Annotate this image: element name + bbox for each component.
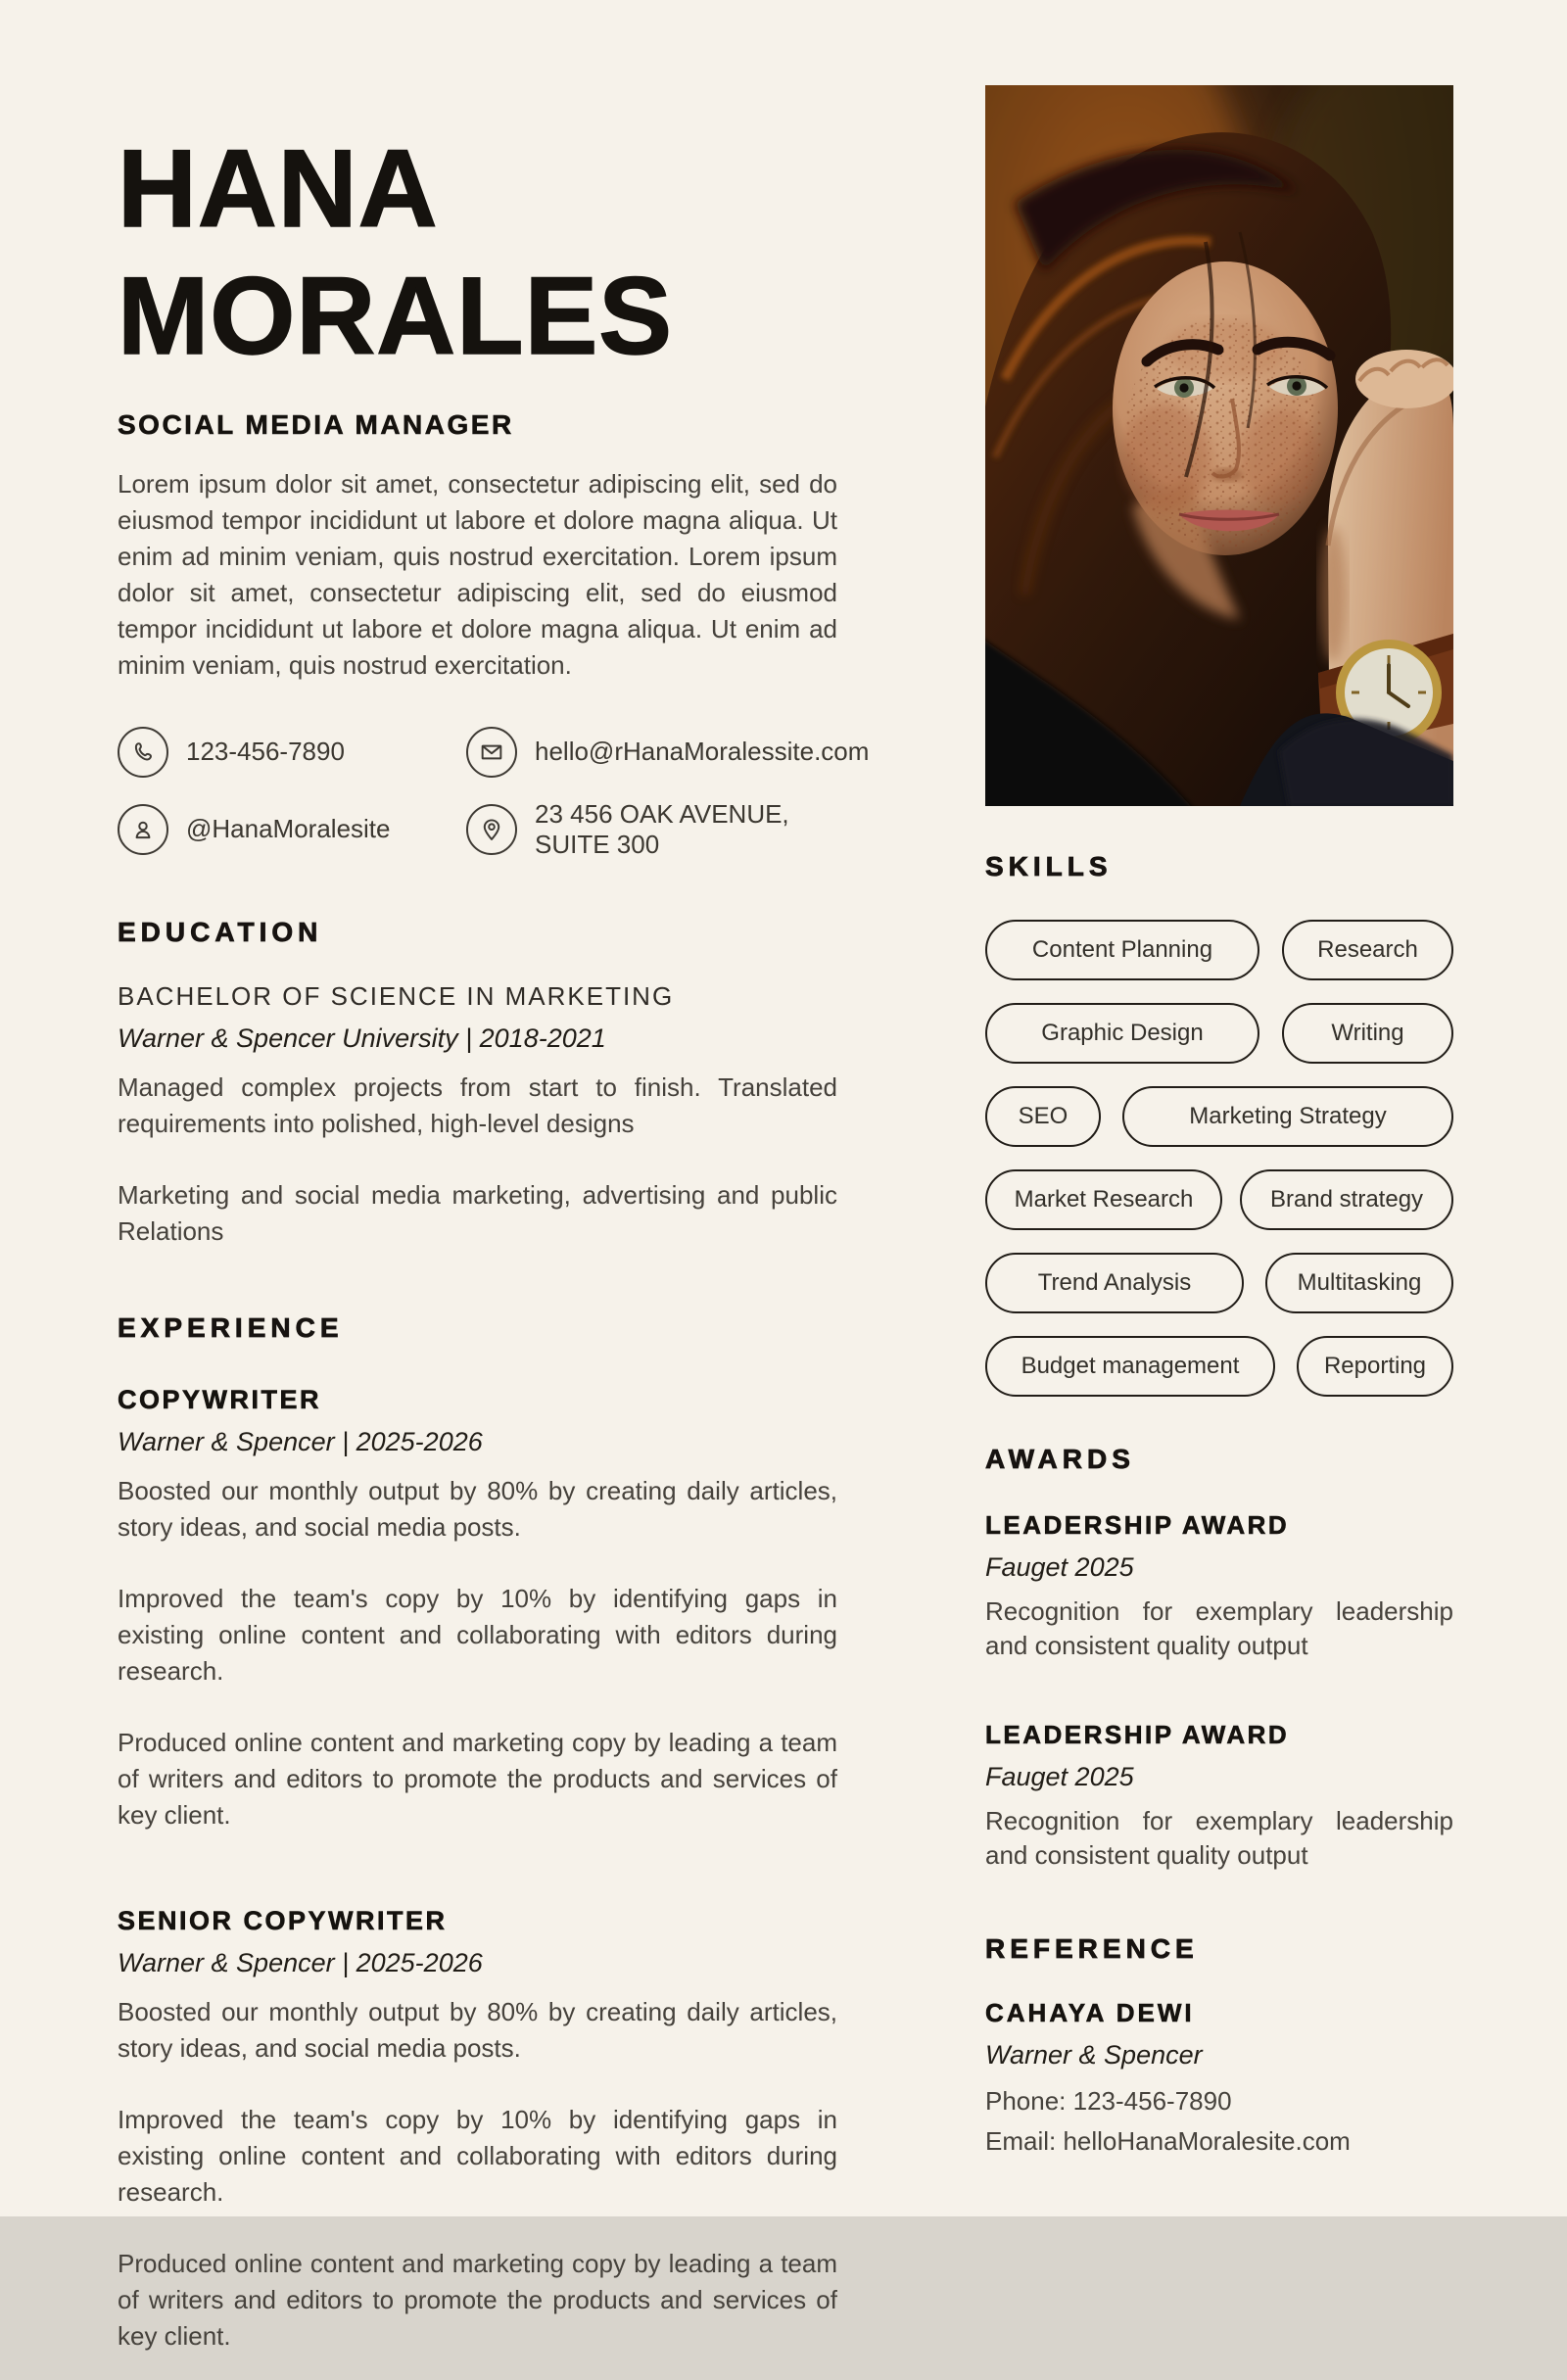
reference-heading: REFERENCE [985,1933,1199,1964]
skills-row [985,1169,1453,1230]
job-paragraph: Improved the team's copy by 10% by identifying gaps in existing online content and collaborating with editors during research. [118,2104,837,2207]
job-role-title: SOCIAL MEDIA MANAGER [118,408,514,440]
skill-pill: Brand strategy [1240,1169,1453,1230]
award-title: LEADERSHIP AWARD [985,1720,1290,1749]
contact-handle [118,799,466,860]
education-paragraph: Managed complex projects from start to finish. Translated requirements into polished, high-level designs [118,1071,837,1138]
right-column [985,85,1453,2157]
skills-list [985,920,1453,1397]
experience-job [118,1385,837,1833]
contact-address [466,799,869,860]
experience-section [118,1312,837,2355]
contact-address-text: 23 456 OAK AVENUE, SUITE 300 [535,798,789,859]
contact-handle-text: @HanaMoralesite [186,814,391,844]
skill-pill: Multitasking [1265,1253,1453,1313]
job-paragraph: Improved the team's copy by 10% by identifying gaps in existing online content and collaborating with editors during research. [118,1583,837,1686]
portrait-photo [985,85,1453,806]
education-school-meta: Warner & Spencer University | 2018-2021 [118,1023,606,1053]
skills-section [985,851,1453,1397]
job-paragraph: Boosted our monthly output by 80% by creating daily articles, story ideas, and social media posts. [118,1996,837,2063]
skills-row [985,1086,1453,1147]
education-paragraph: Marketing and social media marketing, advertising and public Relations [118,1179,837,1246]
award-meta: Fauget 2025 [985,1552,1134,1582]
reference-email: Email: helloHanaMoralesite.com [985,2126,1351,2156]
job-meta: Warner & Spencer | 2025-2026 [118,1947,483,1977]
mail-icon [466,727,517,778]
contact-email-text: hello@rHanaMoralessite.com [535,737,870,767]
reference-company: Warner & Spencer [985,2040,1203,2070]
last-name: MORALES [118,254,673,377]
left-column [118,125,870,2380]
skill-pill: Market Research [985,1169,1222,1230]
job-paragraph: Produced online content and marketing copy by leading a team of writers and editors to promote the products and services of key client. [118,2248,837,2351]
job-meta: Warner & Spencer | 2025-2026 [118,1426,483,1456]
job-paragraph: Produced online content and marketing copy by leading a team of writers and editors to promote the products and services of key client. [118,1727,837,1830]
awards-heading: AWARDS [985,1444,1135,1474]
skills-row [985,1253,1453,1313]
job-title: COPYWRITER [118,1384,322,1414]
phone-icon [118,727,168,778]
location-icon [466,804,517,855]
skill-pill: Reporting [1297,1336,1453,1397]
skill-pill: Budget management [985,1336,1275,1397]
education-section [118,917,837,1250]
award-meta: Fauget 2025 [985,1762,1134,1791]
contact-phone-text: 123-456-7890 [186,737,345,767]
award-title: LEADERSHIP AWARD [985,1510,1290,1540]
contact-grid [118,727,870,860]
skill-pill: Research [1282,920,1453,980]
contact-email [466,727,869,778]
reference-name: CAHAYA DEWI [985,1998,1195,2027]
skill-pill: SEO [985,1086,1101,1147]
intro-paragraph: Lorem ipsum dolor sit amet, consectetur adipiscing elit, sed do eiusmod tempor incididunt ut labore et dolore magna aliqua. Ut enim ad minim veniam, quis nostrud exercitation. Lorem ipsum dolor sit amet, consectetur adipiscing elit, sed do eiusmod tempor incididunt ut labore et dolore magna aliqua. Ut enim ad minim veniam, quis nostrud exercitation. [118,468,837,680]
skills-heading: SKILLS [985,851,1113,881]
user-icon [118,804,168,855]
skills-row [985,1003,1453,1064]
award-item [985,1720,1453,1873]
person-name [118,125,837,380]
skill-pill: Graphic Design [985,1003,1259,1064]
skill-pill: Trend Analysis [985,1253,1244,1313]
experience-heading: EXPERIENCE [118,1311,344,1343]
skill-pill: Writing [1282,1003,1453,1064]
skill-pill: Marketing Strategy [1122,1086,1453,1147]
first-name: HANA [118,127,439,250]
skills-row [985,1336,1453,1397]
reference-phone: Phone: 123-456-7890 [985,2086,1232,2116]
job-title: SENIOR COPYWRITER [118,1905,448,1935]
awards-section [985,1444,1453,1873]
job-paragraph: Boosted our monthly output by 80% by creating daily articles, story ideas, and social media posts. [118,1475,837,1542]
award-description: Recognition for exemplary leadership and consistent quality output [985,1806,1453,1870]
contact-phone [118,727,466,778]
award-item [985,1510,1453,1663]
experience-job [118,1906,837,2355]
award-description: Recognition for exemplary leadership and consistent quality output [985,1596,1453,1660]
reference-section [985,1933,1453,2157]
skills-row [985,920,1453,980]
education-heading: EDUCATION [118,916,323,947]
skill-pill: Content Planning [985,920,1259,980]
education-degree: BACHELOR OF SCIENCE IN MARKETING [118,980,675,1011]
